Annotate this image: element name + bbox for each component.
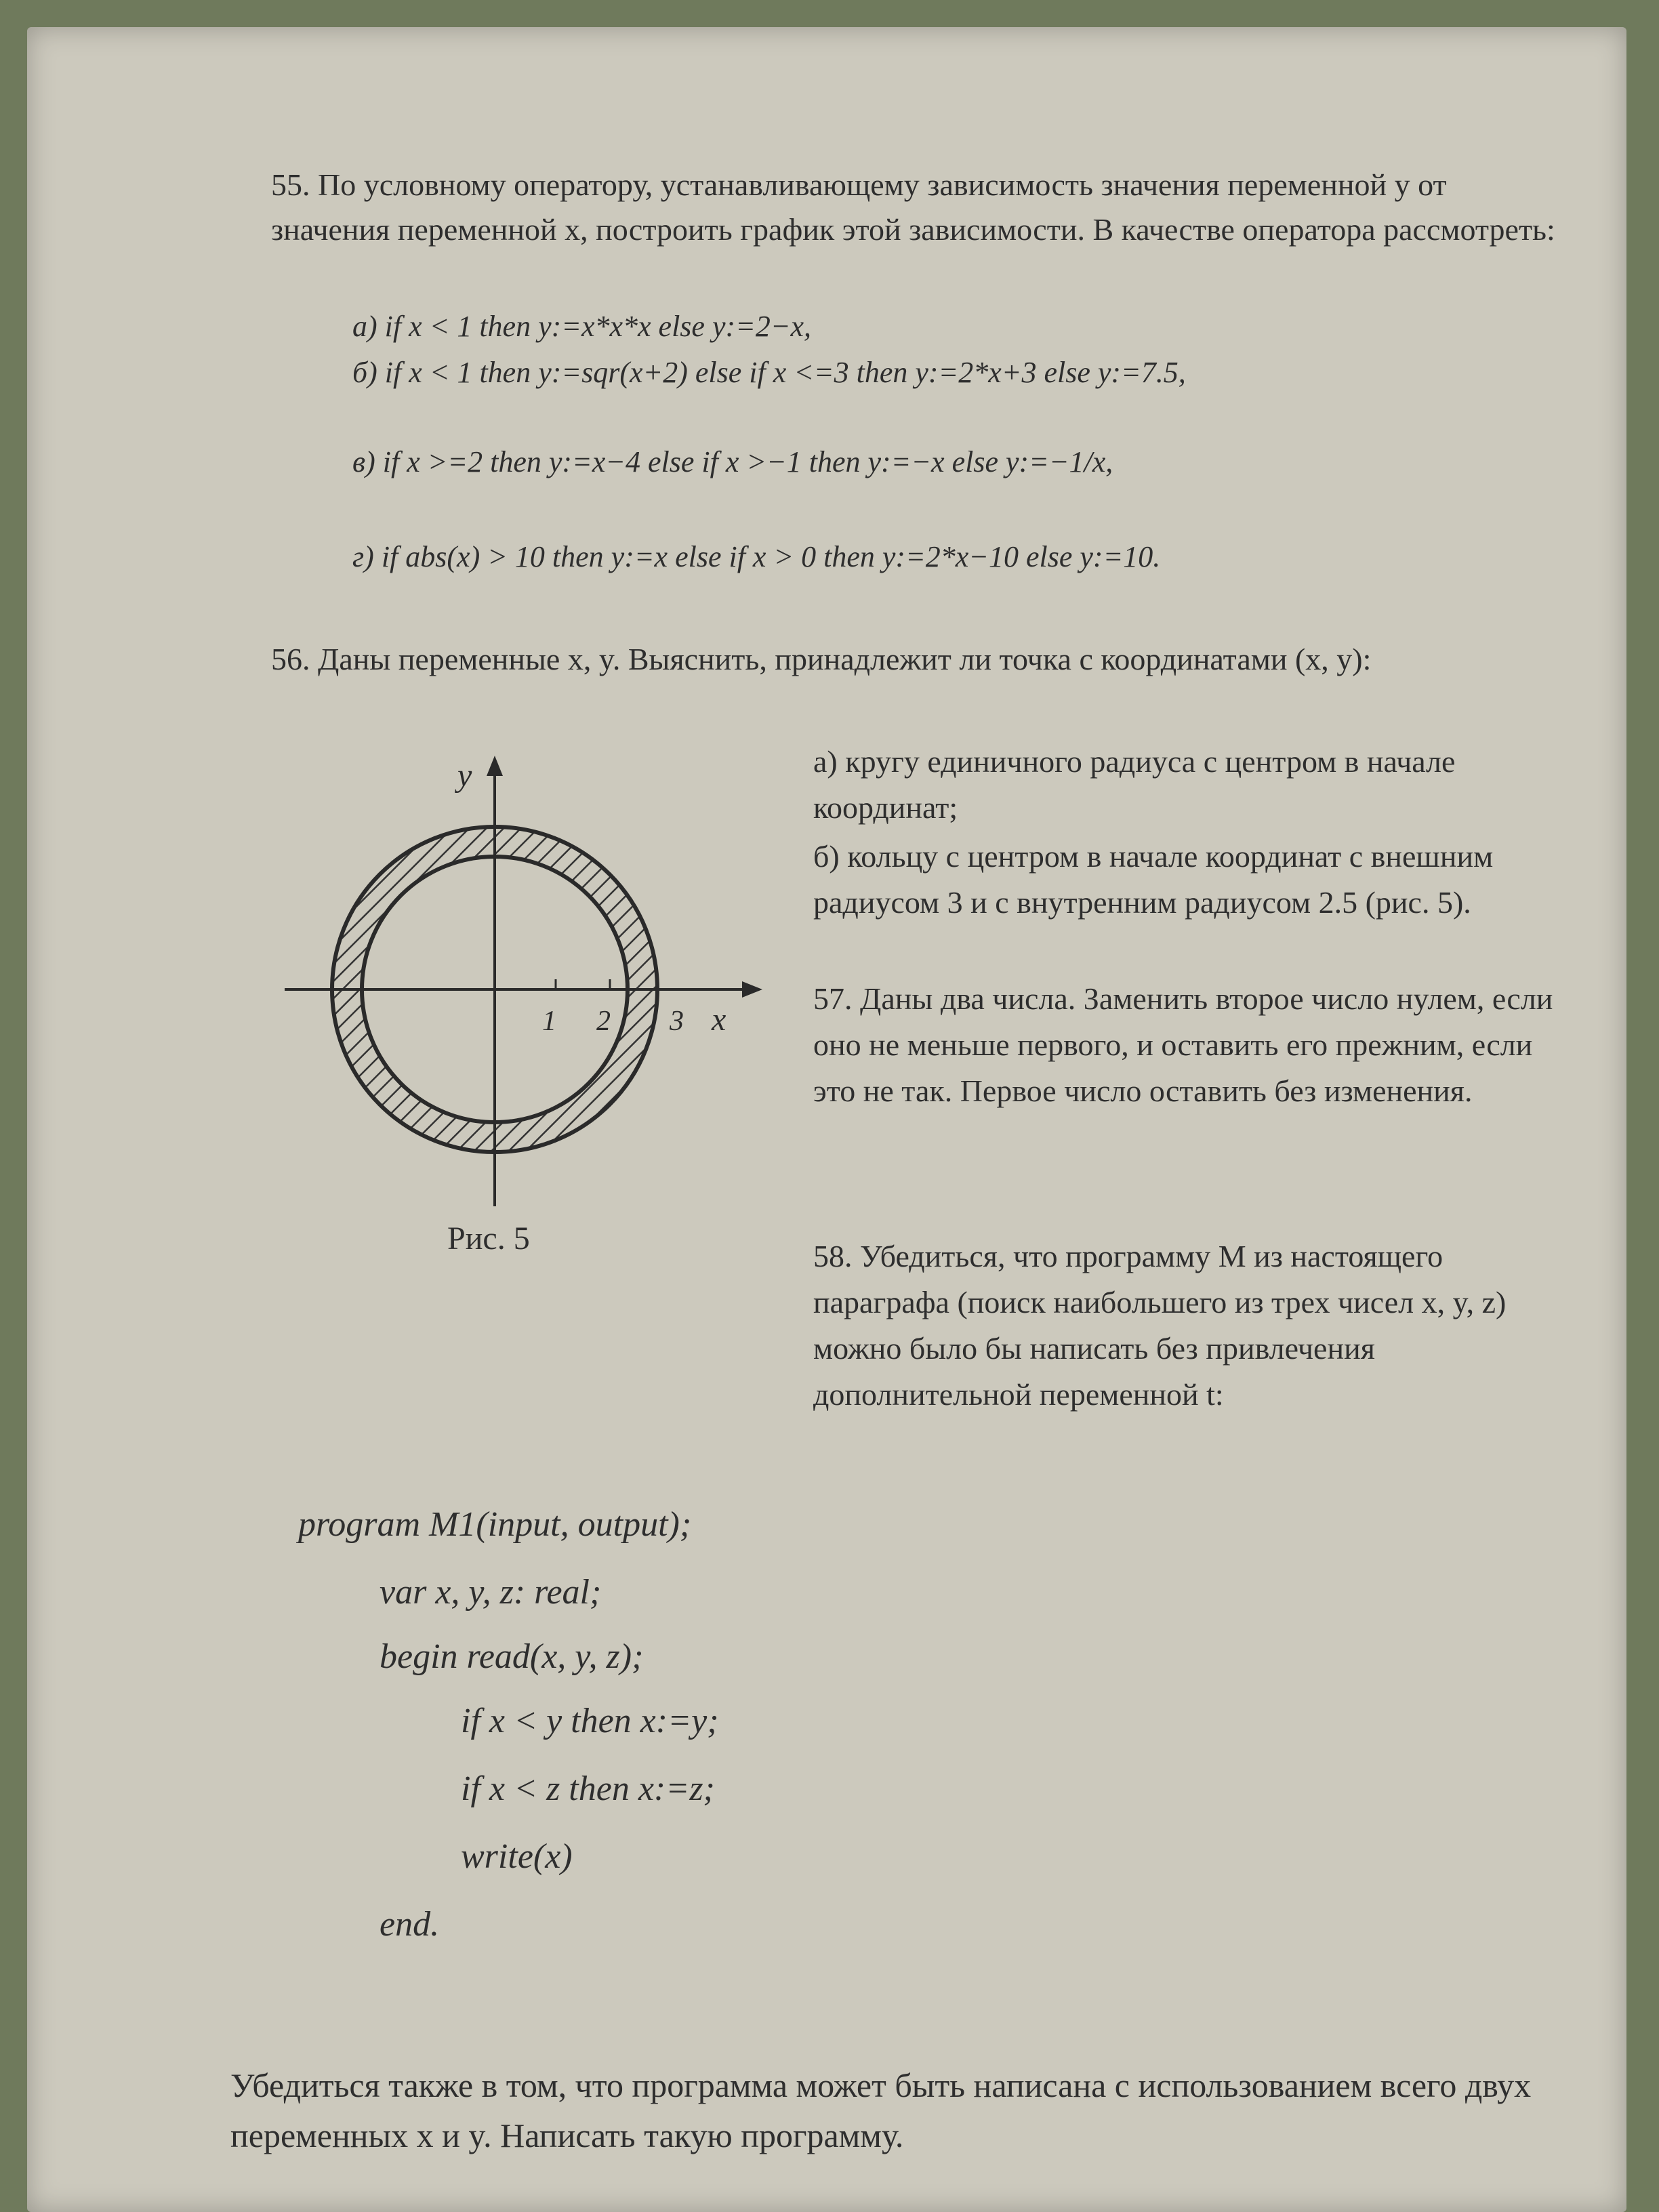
problem-55-option-d: г) if abs(x) > 10 then y:=x else if x > 0 then y:=2*x−10 else y:=10. (352, 540, 1161, 573)
code-line-4: if x < y then x:=y; (461, 1702, 719, 1740)
tick-label-2: 2 (596, 1006, 611, 1037)
code-line-1: program M1(input, output); (298, 1505, 692, 1544)
problem-55-text: 55. По условному оператору, устанавливающему зависимость значения переменной y от значения переменной x, построить график этой зависимости. В качестве оператора рассмотреть: (271, 167, 1555, 247)
problem-55-option-b: б) if x < 1 then y:=sqr(x+2) else if x <=3 then y:=2*x+3 else y:=7.5, (352, 356, 1186, 389)
axis-label-x: x (712, 1002, 726, 1038)
problem-56-text: 56. Даны переменные x, y. Выяснить, принадлежит ли точка с координатами (x, y): (271, 642, 1372, 676)
problem-55-option-c: в) if x >=2 then y:=x−4 else if x >−1 then y:=−x else y:=−1/x, (352, 445, 1113, 478)
code-line-5: if x < z then x:=z; (461, 1769, 715, 1808)
figure-5-ring-diagram (258, 745, 786, 1220)
axis-label-y: y (457, 758, 472, 794)
problem-57-text: 57. Даны два числа. Заменить второе число нулем, если оно не меньше первого, и оставить его прежним, если это не так. Первое число оставить без изменения. (813, 981, 1553, 1108)
code-line-2: var x, y, z: real; (380, 1573, 602, 1612)
tick-label-3: 3 (670, 1006, 684, 1037)
code-line-6: write(x) (461, 1837, 573, 1876)
tick-label-1: 1 (542, 1006, 556, 1037)
problem-56-option-b: б) кольцу с центром в начале координат с внешним радиусом 3 и с внутренним радиусом 2.5 (рис. 5). (813, 839, 1494, 920)
code-line-3: begin read(x, y, z); (380, 1637, 644, 1676)
problem-56-option-a: а) кругу единичного радиуса с центром в начале координат; (813, 744, 1456, 825)
problem-55-option-a: а) if x < 1 then y:=x*x*x else y:=2−x, (352, 310, 812, 343)
book-page (27, 27, 1626, 2212)
code-line-7: end. (380, 1905, 440, 1944)
figure-caption: Рис. 5 (447, 1221, 530, 1256)
problem-58-text: 58. Убедиться, что программу M из настоящего параграфа (поиск наибольшего из трех чисел x, y, z) можно было бы написать без привлечения дополнительной переменной t: (813, 1239, 1507, 1412)
footer-text: Убедиться также в том, что программа может быть написана с использованием всего двух переменных x и y. Написать такую программу. (230, 2066, 1532, 2154)
